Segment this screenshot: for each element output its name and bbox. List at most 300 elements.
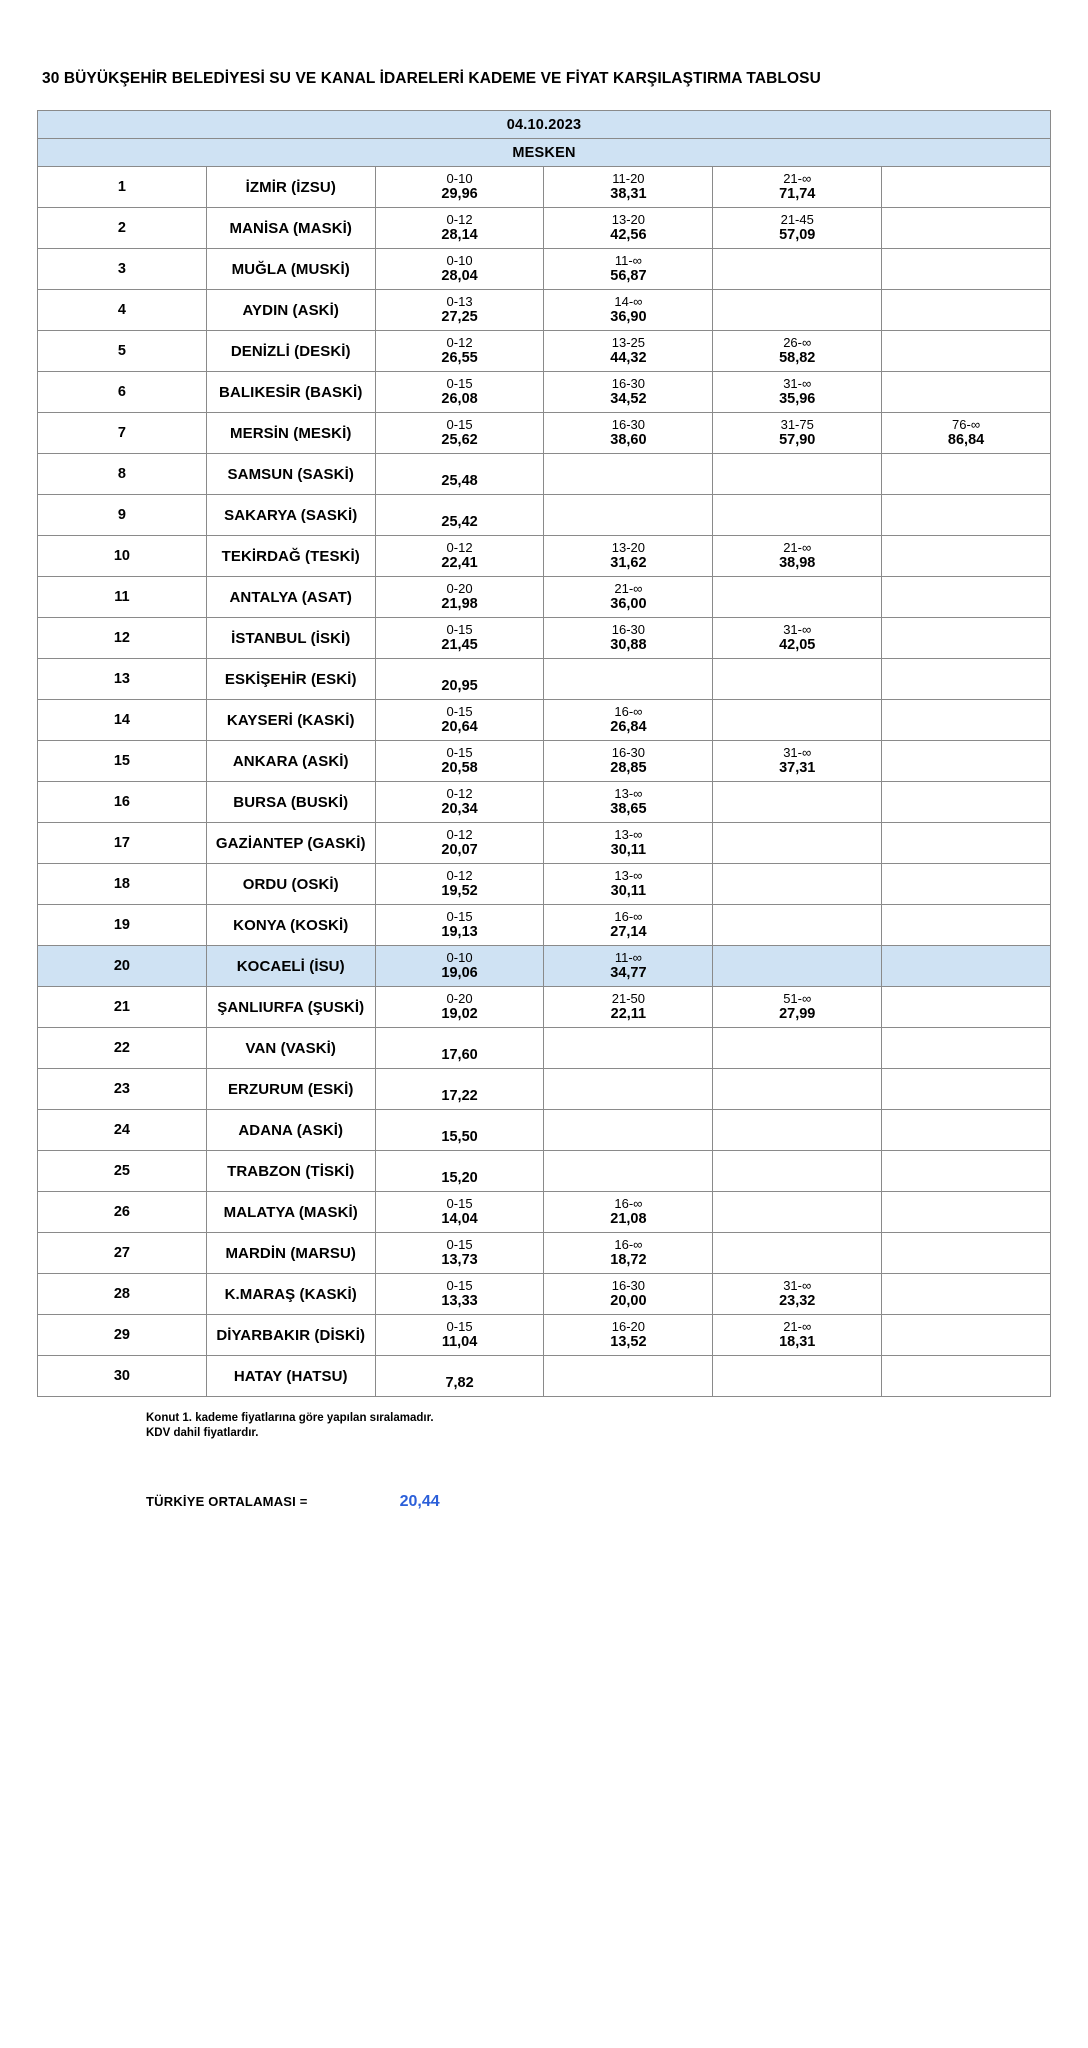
- tier-range: [376, 499, 544, 514]
- tier-price: [544, 678, 712, 695]
- row-tier-4: [882, 1028, 1051, 1069]
- table-row: [38, 1356, 1051, 1397]
- row-tier-4: [882, 1151, 1051, 1192]
- row-tier-4: [882, 208, 1051, 249]
- tier-price: [713, 514, 881, 531]
- tier-price: [544, 514, 712, 531]
- row-rank: 30: [38, 1356, 207, 1397]
- row-tier-1: [375, 987, 544, 1028]
- tier-price: 31,62: [610, 555, 647, 571]
- row-tier-4: [882, 1192, 1051, 1233]
- tier-price: 15,20: [441, 1170, 478, 1186]
- tier-range: [713, 909, 881, 924]
- row-tier-3: [713, 1069, 882, 1110]
- tier-price: [882, 555, 1050, 572]
- tier-range: 0-12: [446, 540, 473, 555]
- tier-price: [713, 883, 881, 900]
- tier-range: [882, 909, 1050, 924]
- tier-price: [713, 1047, 881, 1064]
- row-utility-name: TRABZON (TİSKİ): [206, 1151, 375, 1192]
- row-tier-3: [713, 782, 882, 823]
- row-tier-1: [375, 1110, 544, 1151]
- tier-range: [713, 1114, 881, 1129]
- row-utility-name: BURSA (BUSKİ): [206, 782, 375, 823]
- tier-range: 21-45: [780, 212, 814, 227]
- tier-price: 20,00: [610, 1293, 647, 1309]
- row-tier-2: [544, 659, 713, 700]
- row-tier-4: [882, 1274, 1051, 1315]
- average-row: [146, 1493, 1052, 1511]
- row-rank: 26: [38, 1192, 207, 1233]
- tier-range: 31-∞: [783, 1278, 812, 1293]
- tier-price: [713, 965, 881, 982]
- tier-range: [713, 1155, 881, 1170]
- tier-price: [713, 678, 881, 695]
- row-utility-name: BALIKESİR (BASKİ): [206, 372, 375, 413]
- row-tier-1: [375, 331, 544, 372]
- table-row: [38, 454, 1051, 495]
- row-tier-2: [544, 536, 713, 577]
- row-tier-2: [544, 577, 713, 618]
- row-tier-3: [713, 208, 882, 249]
- tier-range: [882, 1114, 1050, 1129]
- row-utility-name: ANKARA (ASKİ): [206, 741, 375, 782]
- row-tier-1: [375, 823, 544, 864]
- row-rank: 25: [38, 1151, 207, 1192]
- tier-range: [713, 253, 881, 268]
- tier-price: 27,14: [610, 924, 647, 940]
- tier-range: 16-∞: [614, 704, 643, 719]
- tier-range: 31-∞: [783, 745, 812, 760]
- row-tier-1: [375, 495, 544, 536]
- tier-price: [713, 309, 881, 326]
- tier-range: 0-15: [446, 1196, 473, 1211]
- tier-range: [713, 786, 881, 801]
- row-utility-name: ADANA (ASKİ): [206, 1110, 375, 1151]
- table-row: [38, 905, 1051, 946]
- row-tier-2: [544, 454, 713, 495]
- tier-range: [713, 1073, 881, 1088]
- row-tier-4: [882, 1356, 1051, 1397]
- table-row: [38, 1110, 1051, 1151]
- row-rank: 12: [38, 618, 207, 659]
- tier-price: 15,50: [441, 1129, 478, 1145]
- tier-price: 28,04: [441, 268, 478, 284]
- tier-range: 51-∞: [783, 991, 812, 1006]
- row-tier-1: [375, 1274, 544, 1315]
- tier-price: 35,96: [779, 391, 816, 407]
- tier-price: [544, 1047, 712, 1064]
- row-rank: 3: [38, 249, 207, 290]
- row-tier-2: [544, 1274, 713, 1315]
- row-tier-1: [375, 249, 544, 290]
- row-tier-1: [375, 454, 544, 495]
- row-tier-1: [375, 167, 544, 208]
- tier-range: [544, 499, 712, 514]
- row-tier-3: [713, 700, 882, 741]
- tier-range: 0-12: [446, 212, 473, 227]
- tier-range: [713, 950, 881, 965]
- tier-range: [882, 540, 1050, 555]
- tier-range: [882, 1237, 1050, 1252]
- tier-price: 19,02: [441, 1006, 478, 1022]
- tier-price: 13,52: [610, 1334, 647, 1350]
- row-tier-2: [544, 413, 713, 454]
- tier-range: [376, 1360, 544, 1375]
- row-utility-name: K.MARAŞ (KASKİ): [206, 1274, 375, 1315]
- row-rank: 1: [38, 167, 207, 208]
- tier-price: 37,31: [779, 760, 816, 776]
- row-tier-4: [882, 905, 1051, 946]
- row-rank: 8: [38, 454, 207, 495]
- row-tier-1: [375, 946, 544, 987]
- tier-range: [882, 704, 1050, 719]
- tier-range: 0-12: [446, 786, 473, 801]
- row-tier-4: [882, 782, 1051, 823]
- row-tier-1: [375, 536, 544, 577]
- tier-price: [713, 1375, 881, 1392]
- tier-price: [882, 596, 1050, 613]
- tier-range: 21-∞: [783, 540, 812, 555]
- tier-price: 34,52: [610, 391, 647, 407]
- row-rank: 15: [38, 741, 207, 782]
- tier-range: 11-∞: [614, 253, 642, 268]
- row-tier-3: [713, 864, 882, 905]
- row-tier-3: [713, 1274, 882, 1315]
- row-tier-2: [544, 864, 713, 905]
- tier-range: [882, 991, 1050, 1006]
- tier-price: [882, 1211, 1050, 1228]
- row-rank: 18: [38, 864, 207, 905]
- tier-range: 21-50: [611, 991, 646, 1006]
- table-row: [38, 659, 1051, 700]
- tier-price: 19,52: [441, 883, 478, 899]
- tier-price: 14,04: [441, 1211, 478, 1227]
- tier-price: [713, 842, 881, 859]
- tier-price: 18,72: [610, 1252, 647, 1268]
- table-row: [38, 741, 1051, 782]
- row-tier-4: [882, 864, 1051, 905]
- row-utility-name: MUĞLA (MUSKİ): [206, 249, 375, 290]
- table-row: [38, 167, 1051, 208]
- tier-price: [882, 1047, 1050, 1064]
- table-row: [38, 1028, 1051, 1069]
- tier-range: 11-20: [612, 171, 645, 186]
- row-tier-2: [544, 987, 713, 1028]
- tier-price: 36,00: [610, 596, 647, 612]
- tier-range: [713, 827, 881, 842]
- average-value: 20,44: [399, 1493, 440, 1510]
- tier-price: [882, 760, 1050, 777]
- row-tier-2: [544, 495, 713, 536]
- row-tier-4: [882, 1110, 1051, 1151]
- tier-range: 16-20: [611, 1319, 646, 1334]
- row-rank: 22: [38, 1028, 207, 1069]
- row-tier-2: [544, 1028, 713, 1069]
- tier-price: [882, 637, 1050, 654]
- row-tier-3: [713, 1028, 882, 1069]
- row-utility-name: VAN (VASKİ): [206, 1028, 375, 1069]
- tier-price: 25,42: [441, 514, 478, 530]
- row-tier-3: [713, 454, 882, 495]
- tier-price: [882, 227, 1050, 244]
- table-row: [38, 618, 1051, 659]
- average-label: TÜRKİYE ORTALAMASI =: [146, 1494, 308, 1509]
- tier-price: 19,13: [441, 924, 478, 940]
- table-row: [38, 208, 1051, 249]
- row-tier-4: [882, 536, 1051, 577]
- row-tier-3: [713, 987, 882, 1028]
- row-tier-1: [375, 905, 544, 946]
- row-tier-2: [544, 782, 713, 823]
- tier-range: [376, 458, 544, 473]
- row-tier-4: [882, 946, 1051, 987]
- row-rank: 5: [38, 331, 207, 372]
- row-rank: 19: [38, 905, 207, 946]
- tier-price: [713, 1211, 881, 1228]
- tier-range: 16-30: [611, 745, 646, 760]
- row-tier-2: [544, 290, 713, 331]
- tier-range: [882, 335, 1050, 350]
- tier-price: [713, 268, 881, 285]
- tier-price: 19,06: [441, 965, 478, 981]
- tier-range: 14-∞: [614, 294, 643, 309]
- tier-price: 20,58: [441, 760, 478, 776]
- tier-range: 21-∞: [783, 1319, 812, 1334]
- tier-range: 31-∞: [783, 376, 812, 391]
- row-tier-2: [544, 249, 713, 290]
- tier-range: 0-10: [446, 253, 473, 268]
- tier-range: 0-10: [446, 171, 473, 186]
- tier-price: [544, 1170, 712, 1187]
- row-tier-2: [544, 700, 713, 741]
- row-tier-1: [375, 208, 544, 249]
- tier-price: 22,11: [610, 1006, 647, 1022]
- row-tier-4: [882, 413, 1051, 454]
- row-tier-1: [375, 864, 544, 905]
- row-utility-name: SAMSUN (SASKİ): [206, 454, 375, 495]
- row-tier-3: [713, 331, 882, 372]
- row-tier-4: [882, 823, 1051, 864]
- row-tier-2: [544, 946, 713, 987]
- tier-range: 0-15: [446, 745, 473, 760]
- tier-price: 58,82: [779, 350, 816, 366]
- table-row: [38, 372, 1051, 413]
- row-utility-name: ANTALYA (ASAT): [206, 577, 375, 618]
- tier-range: [882, 622, 1050, 637]
- row-tier-2: [544, 331, 713, 372]
- tier-price: [713, 1252, 881, 1269]
- row-tier-4: [882, 1315, 1051, 1356]
- row-tier-1: [375, 1233, 544, 1274]
- row-tier-4: [882, 167, 1051, 208]
- row-rank: 16: [38, 782, 207, 823]
- table-row: [38, 700, 1051, 741]
- table-row: [38, 413, 1051, 454]
- tier-price: 26,55: [441, 350, 478, 366]
- tier-price: [882, 842, 1050, 859]
- tier-price: [713, 1170, 881, 1187]
- row-utility-name: ORDU (OSKİ): [206, 864, 375, 905]
- row-rank: 29: [38, 1315, 207, 1356]
- tier-price: 57,90: [779, 432, 816, 448]
- table-row: [38, 1233, 1051, 1274]
- tier-price: 20,34: [441, 801, 478, 817]
- tier-range: 13-∞: [614, 827, 643, 842]
- tier-price: 13,73: [441, 1252, 478, 1268]
- tier-range: [882, 1360, 1050, 1375]
- tier-range: 13-∞: [614, 868, 643, 883]
- tier-price: 26,08: [441, 391, 478, 407]
- row-utility-name: ESKİŞEHİR (ESKİ): [206, 659, 375, 700]
- row-tier-3: [713, 249, 882, 290]
- row-rank: 13: [38, 659, 207, 700]
- tier-price: 26,84: [610, 719, 647, 735]
- tier-price: [882, 1006, 1050, 1023]
- row-tier-2: [544, 1233, 713, 1274]
- row-utility-name: İSTANBUL (İSKİ): [206, 618, 375, 659]
- tier-price: 56,87: [610, 268, 647, 284]
- tier-range: 16-∞: [614, 1196, 643, 1211]
- tier-price: [882, 1334, 1050, 1351]
- row-tier-3: [713, 372, 882, 413]
- row-tier-1: [375, 1069, 544, 1110]
- tier-price: 27,25: [441, 309, 478, 325]
- row-rank: 4: [38, 290, 207, 331]
- row-tier-3: [713, 1315, 882, 1356]
- table-row: [38, 1315, 1051, 1356]
- tier-price: 21,98: [441, 596, 478, 612]
- tier-price: 25,62: [441, 432, 478, 448]
- row-tier-1: [375, 700, 544, 741]
- row-tier-1: [375, 1356, 544, 1397]
- tier-price: [713, 924, 881, 941]
- tier-price: 18,31: [779, 1334, 816, 1350]
- tier-range: [882, 663, 1050, 678]
- tier-range: 16-∞: [614, 909, 643, 924]
- table-rows: [38, 167, 1051, 1397]
- tier-price: 11,04: [441, 1334, 478, 1350]
- row-rank: 14: [38, 700, 207, 741]
- row-utility-name: GAZİANTEP (GASKİ): [206, 823, 375, 864]
- tier-price: 23,32: [779, 1293, 816, 1309]
- row-tier-4: [882, 454, 1051, 495]
- row-tier-2: [544, 1110, 713, 1151]
- row-tier-3: [713, 946, 882, 987]
- row-tier-3: [713, 905, 882, 946]
- row-tier-1: [375, 413, 544, 454]
- row-tier-3: [713, 495, 882, 536]
- row-tier-3: [713, 1110, 882, 1151]
- tier-price: [882, 1088, 1050, 1105]
- tier-range: [882, 458, 1050, 473]
- tier-range: 0-13: [446, 294, 473, 309]
- tier-price: 36,90: [610, 309, 647, 325]
- tier-range: 26-∞: [783, 335, 812, 350]
- tier-range: 0-12: [446, 868, 473, 883]
- row-utility-name: HATAY (HATSU): [206, 1356, 375, 1397]
- table-row: [38, 249, 1051, 290]
- row-tier-3: [713, 1356, 882, 1397]
- row-tier-1: [375, 372, 544, 413]
- tier-price: [882, 1293, 1050, 1310]
- tier-range: 13-20: [611, 540, 646, 555]
- tier-price: [713, 473, 881, 490]
- tier-range: 21-∞: [783, 171, 812, 186]
- tier-range: [882, 581, 1050, 596]
- row-tier-4: [882, 618, 1051, 659]
- tier-price: 38,98: [779, 555, 816, 571]
- row-rank: 23: [38, 1069, 207, 1110]
- row-tier-4: [882, 290, 1051, 331]
- tier-price: 27,99: [779, 1006, 816, 1022]
- tier-range: 21-∞: [614, 581, 643, 596]
- tier-range: 0-10: [446, 950, 473, 965]
- tier-price: [882, 719, 1050, 736]
- row-utility-name: SAKARYA (SASKİ): [206, 495, 375, 536]
- row-tier-4: [882, 495, 1051, 536]
- tier-range: 13-20: [611, 212, 646, 227]
- table-header-date-row: [38, 111, 1051, 139]
- tier-price: [882, 268, 1050, 285]
- tier-range: [882, 1073, 1050, 1088]
- tier-range: [713, 1032, 881, 1047]
- tier-range: [882, 1032, 1050, 1047]
- table-row: [38, 823, 1051, 864]
- notes: [146, 1411, 1052, 1441]
- tier-range: [713, 1360, 881, 1375]
- table-row: [38, 782, 1051, 823]
- tier-range: [882, 171, 1050, 186]
- tier-price: 34,77: [610, 965, 647, 981]
- row-utility-name: DİYARBAKIR (DİSKİ): [206, 1315, 375, 1356]
- table-row: [38, 864, 1051, 905]
- table-row: [38, 331, 1051, 372]
- tier-range: 16-∞: [614, 1237, 643, 1252]
- tier-range: 0-15: [446, 1278, 473, 1293]
- tier-range: 16-30: [611, 1278, 646, 1293]
- row-rank: 20: [38, 946, 207, 987]
- tier-range: [713, 1237, 881, 1252]
- table-body: [38, 111, 1051, 167]
- row-tier-3: [713, 823, 882, 864]
- row-utility-name: MALATYA (MASKİ): [206, 1192, 375, 1233]
- tier-price: [882, 1252, 1050, 1269]
- tier-range: [376, 1155, 544, 1170]
- tier-price: [713, 596, 881, 613]
- tier-price: [882, 309, 1050, 326]
- tier-range: [376, 1073, 544, 1088]
- tier-range: [544, 458, 712, 473]
- row-tier-2: [544, 905, 713, 946]
- tier-range: [376, 1114, 544, 1129]
- row-utility-name: AYDIN (ASKİ): [206, 290, 375, 331]
- row-tier-2: [544, 823, 713, 864]
- row-tier-2: [544, 372, 713, 413]
- tier-range: 0-15: [446, 622, 473, 637]
- note-line-1: Konut 1. kademe fiyatlarına göre yapılan sıralamadır.: [146, 1412, 434, 1424]
- tier-range: 13-25: [611, 335, 646, 350]
- tier-range: [882, 827, 1050, 842]
- row-tier-4: [882, 987, 1051, 1028]
- row-tier-1: [375, 290, 544, 331]
- tier-price: [882, 883, 1050, 900]
- tier-price: [882, 473, 1050, 490]
- row-tier-2: [544, 618, 713, 659]
- tier-range: [544, 1032, 712, 1047]
- row-tier-1: [375, 1315, 544, 1356]
- tier-price: 30,11: [610, 883, 647, 899]
